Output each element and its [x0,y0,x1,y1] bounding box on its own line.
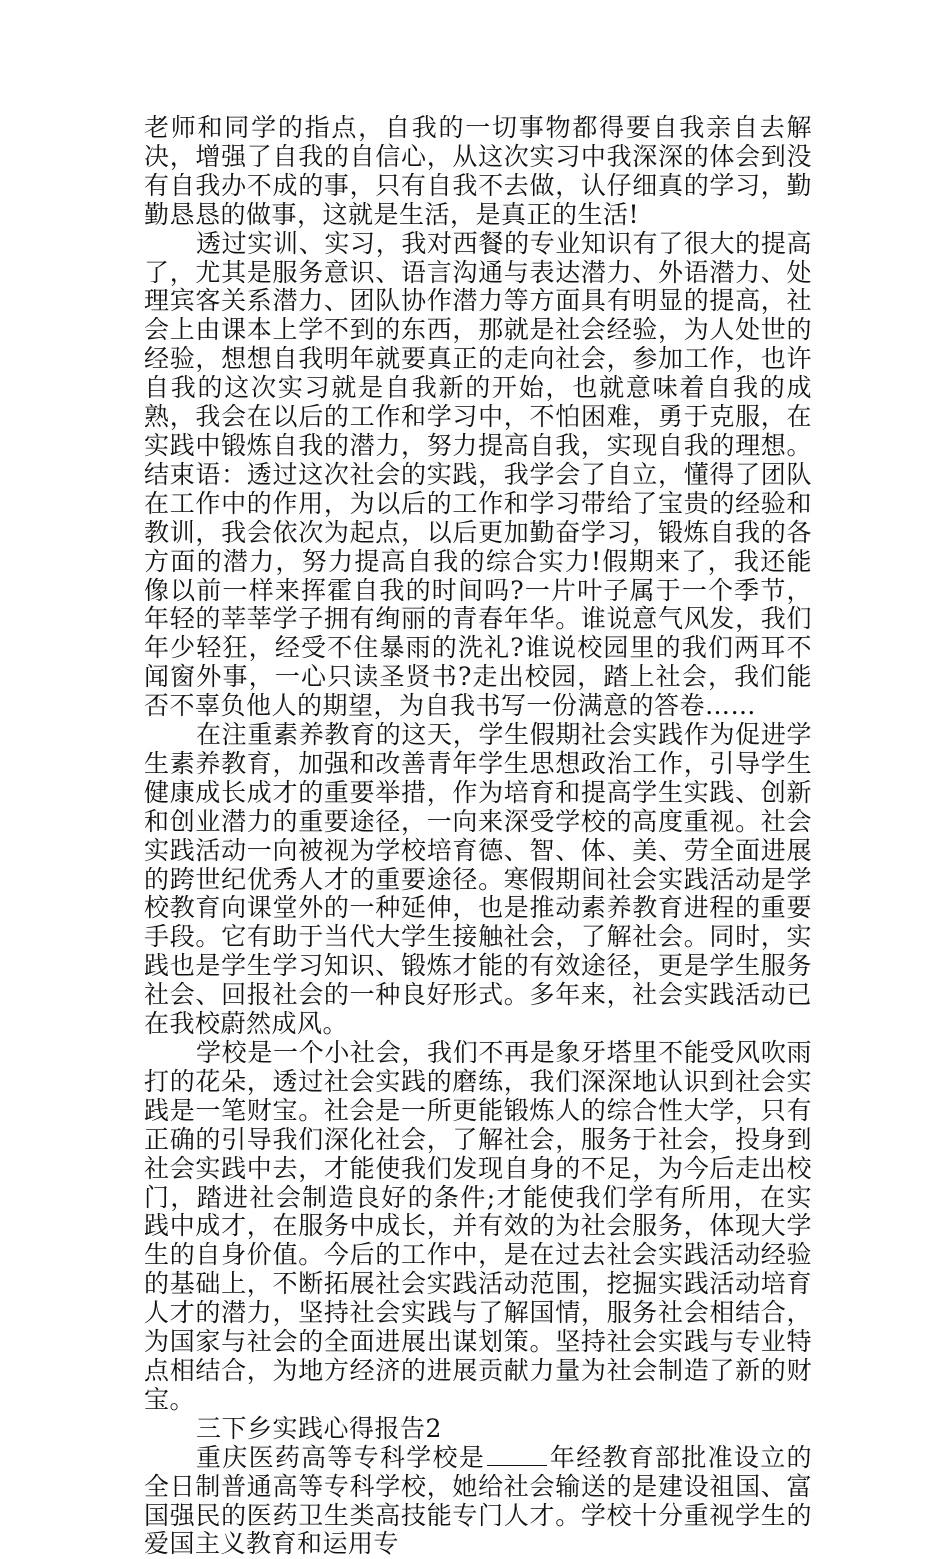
paragraph-text-start: 重庆医药高等专科学校是 [196,1442,486,1472]
paragraph-text-end: 年经教育部批准设立的全日制普通高等专科学校，她给社会输送的是建设祖国、富国强民的医药卫生类高技能专门人才。学校十分重视学生的爱国主义教育和运用专 [144,1442,812,1559]
paragraph: 老师和同学的指点，自我的一切事物都得要自我亲自去解决，增强了自我的自信心，从这次实习中我深深的体会到没有自我办不成的事，只有自我不去做，认仔细真的学习，勤勤恳恳的做事，这就是生活，是真正的生活! [144,113,812,229]
paragraph: 学校是一个小社会，我们不再是象牙塔里不能受风吹雨打的花朵，透过社会实践的磨练，我们深深地认识到社会实践是一笔财宝。社会是一所更能锻炼人的综合性大学，只有正确的引导我们深化社会，了解社会，服务于社会，投身到社会实践中去，才能使我们发现自身的不足，为今后走出校门，踏进社会制造良好的条件;才能使我们学有所用，在实践中成才，在服务中成长，并有效的为社会服务，体现大学生的自身价值。今后的工作中，是在过去社会实践活动经验的基础上，不断拓展社会实践活动范围，挖掘实践活动培育人才的潜力，坚持社会实践与了解国情，服务社会相结合，为国家与社会的全面进展出谋划策。坚持社会实践与专业特点相结合，为地方经济的进展贡献力量为社会制造了新的财宝。 [144,1038,812,1414]
paragraph [144,1444,812,1559]
section-heading: 三下乡实践心得报告2 [196,1413,442,1443]
document-page [144,114,812,1559]
paragraph: 在注重素养教育的这天，学生假期社会实践作为促进学生素养教育，加强和改善青年学生思想政治工作，引导学生健康成长成才的重要举措，作为培育和提高学生实践、创新和创业潜力的重要途径，一向来深受学校的高度重视。社会实践活动一向被视为学校培育德、智、体、美、劳全面进展的跨世纪优秀人才的重要途径。寒假期间社会实践活动是学校教育向课堂外的一种延伸，也是推动素养教育进程的重要手段。它有助于当代大学生接触社会，了解社会。同时，实践也是学生学习知识、锻炼才能的有效途径，更是学生服务社会、回报社会的一种良好形式。多年来，社会实践活动已在我校蔚然成风。 [144,720,812,1039]
fill-in-blank [487,1445,547,1466]
paragraph: 透过实训、实习，我对西餐的专业知识有了很大的提高了，尤其是服务意识、语言沟通与表达潜力、外语潜力、处理宾客关系潜力、团队协作潜力等方面具有明显的提高，社会上由课本上学不到的东西，那就是社会经验，为人处世的经验，想想自我明年就要真正的走向社会，参加工作，也许自我的这次实习就是自我新的开始，也就意味着自我的成熟，我会在以后的工作和学习中，不怕困难，勇于克服，在实践中锻炼自我的潜力，努力提高自我，实现自我的理想。结束语：透过这次社会的实践，我学会了自立，懂得了团队在工作中的作用，为以后的工作和学习带给了宝贵的经验和教训，我会依次为起点，以后更加勤奋学习，锻炼自我的各方面的潜力，努力提高自我的综合实力!假期来了，我还能像以前一样来挥霍自我的时间吗?一片叶子属于一个季节，年轻的莘莘学子拥有绚丽的青春年华。谁说意气风发，我们年少轻狂，经受不住暴雨的洗礼?谁说校园里的我们两耳不闻窗外事，一心只读圣贤书?走出校园，踏上社会，我们能否不辜负他人的期望，为自我书写一份满意的答卷…… [144,228,812,721]
